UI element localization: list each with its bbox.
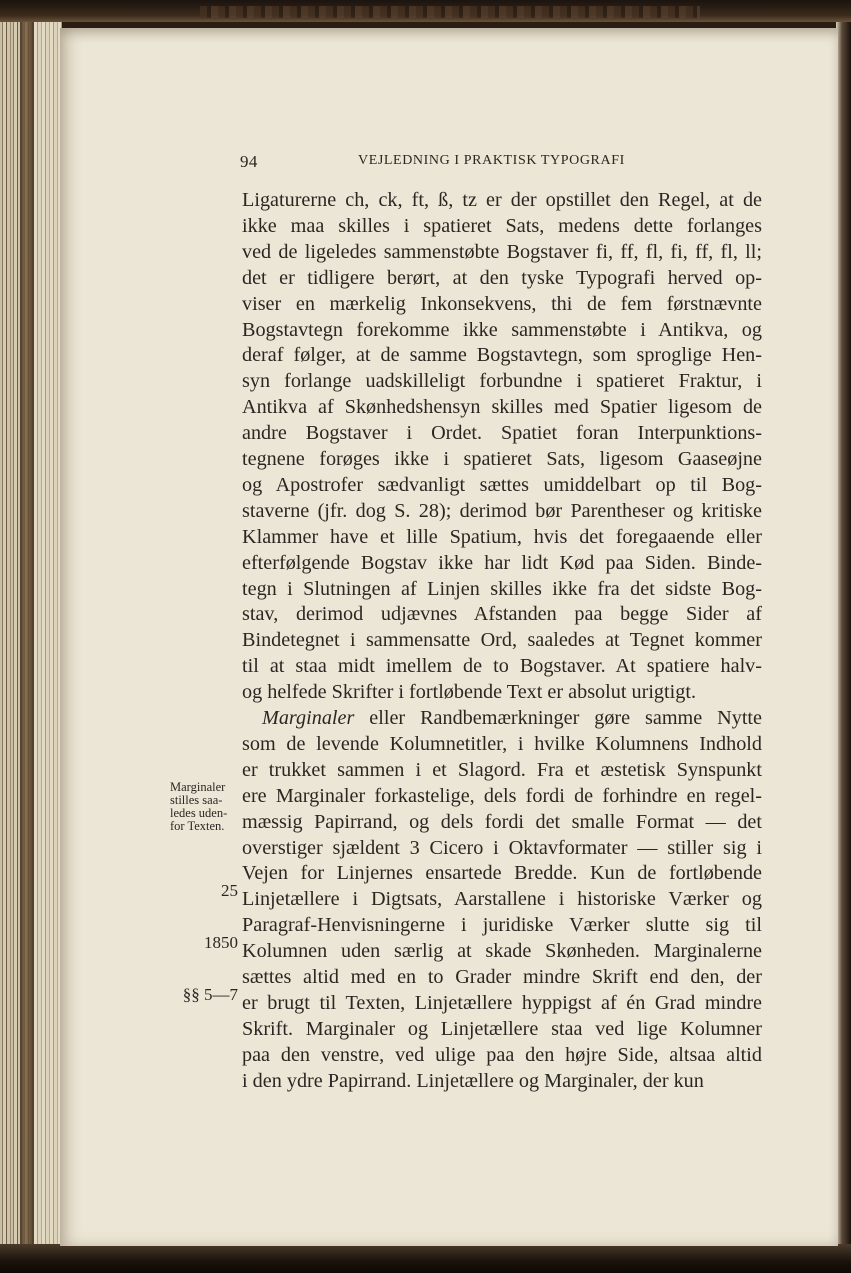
body-line: Klammer have et lille Spatium, hvis det foregaaende eller [242, 525, 762, 548]
body-line: og helfede Skrifter i fortløbende Text er absolut urigtigt. [242, 681, 696, 704]
margin-note-line-4: for Texten. [170, 819, 225, 833]
body-line: Ligaturerne ch, ck, ft, ß, tz er der opstillet den Regel, at de [242, 189, 762, 211]
margin-note-line-3: ledes uden- [170, 806, 228, 820]
body-line: til at staa midt imellem de to Bogstaver. At spatiere halv- [242, 655, 762, 678]
body-line: tegnene forøges ikke i spatieret Sats, ligesom Gaaseøjne [242, 448, 762, 470]
body-line: det er tidligere berørt, at den tyske Typografi herved op- [242, 266, 762, 289]
body-line: efterfølgende Bogstav ikke har lidt Kød paa Siden. Binde- [242, 551, 762, 574]
running-title: VEJLEDNING I PRAKTISK TYPOGRAFI [358, 153, 625, 168]
body-line-text: eller Randbemærkninger gøre samme Nytte [369, 707, 762, 729]
body-line: som de levende Kolumnetitler, i hvilke Kolumnens Indhold [242, 732, 762, 755]
body-line: overstiger sjældent 3 Cicero i Oktavformater — stiller sig i [242, 836, 762, 859]
body-line: deraf følger, at de samme Bogstavtegn, som sproglige Hen- [242, 344, 762, 367]
margin-year-1850: 1850 [204, 933, 238, 952]
body-line: og Apostrofer sædvanligt sættes umiddelbart op til Bog- [242, 473, 762, 496]
body-line: er brugt til Texten, Linjetællere hyppigst af én Grad mindre [242, 991, 762, 1014]
margin-paragraph-ref: §§ 5—7 [182, 985, 238, 1004]
body-line: Skrift. Marginaler og Linjetællere staa ved lige Kolumner [242, 1017, 762, 1040]
body-line: ere Marginaler forkastelige, dels fordi de forhindre en regel- [242, 784, 762, 807]
body-line: mæssig Papirrand, og dels fordi det smalle Format — det [242, 810, 762, 833]
page-stack-edge [0, 22, 62, 1273]
body-line: paa den venstre, ved ulige paa den højre Side, altsaa altid [242, 1043, 762, 1066]
body-line: Linjetællere i Digtsats, Aarstallene i historiske Værker og [242, 888, 762, 911]
running-head [240, 152, 760, 174]
body-line: Vejen for Linjernes ensartede Bredde. Kun de fortløbende [242, 862, 762, 885]
body-line: Paragraf-Henvisningerne i juridiske Værker slutte sig til [242, 914, 762, 937]
body-line: sættes altid med en to Grader mindre Skrift end den, der [242, 966, 762, 988]
body-line: viser en mærkelig Inkonsekvens, thi de fem førstnævnte [242, 292, 762, 315]
body-line: staverne (jfr. dog S. 28); derimod bør Parentheser og kritiske [242, 499, 762, 522]
body-line: Antikva af Skønhedshensyn skilles med Spatier ligesom de [242, 396, 762, 419]
body-line: syn forlange uadskilleligt forbundne i spatieret Fraktur, i [242, 370, 762, 393]
book-top-edge [0, 0, 851, 22]
italic-lead-word: Marginaler [262, 707, 355, 729]
margin-note-line-2: stilles saa- [170, 793, 223, 807]
body-line: ved de ligeledes sammenstøbte Bogstaver fi, ff, fl, fi, ff, fl, ll; [242, 240, 762, 263]
page-number: 94 [240, 152, 258, 171]
body-line: andre Bogstaver i Ordet. Spatiet foran Interpunktions- [242, 422, 762, 445]
body-line: er trukket sammen i et Slagord. Fra et æstetisk Synspunkt [242, 758, 762, 781]
body-line: stav, derimod udjævnes Afstanden paa begge Sider af [242, 603, 762, 626]
margin-line-number-25: 25 [221, 881, 238, 900]
body-line: Bogstavtegn forekomme ikke sammenstøbte i Antikva, og [242, 318, 762, 341]
body-line: tegn i Slutningen af Linjen skilles ikke fra det sidste Bog- [242, 577, 762, 600]
margin-note-line-1: Marginaler [170, 780, 226, 794]
book-bottom-edge [0, 1244, 851, 1273]
body-line: Bindetegnet i sammensatte Ord, saaledes at Tegnet kommer [242, 629, 762, 652]
body-line [262, 705, 762, 731]
body-line: ikke maa skilles i spatieret Sats, medens dette forlanges [242, 214, 762, 237]
body-line: Kolumnen uden særlig at skade Skønheden. Marginalerne [242, 940, 762, 963]
body-line: i den ydre Papirrand. Linjetællere og Marginaler, der kun [242, 1069, 704, 1092]
book-right-edge [836, 22, 851, 1252]
